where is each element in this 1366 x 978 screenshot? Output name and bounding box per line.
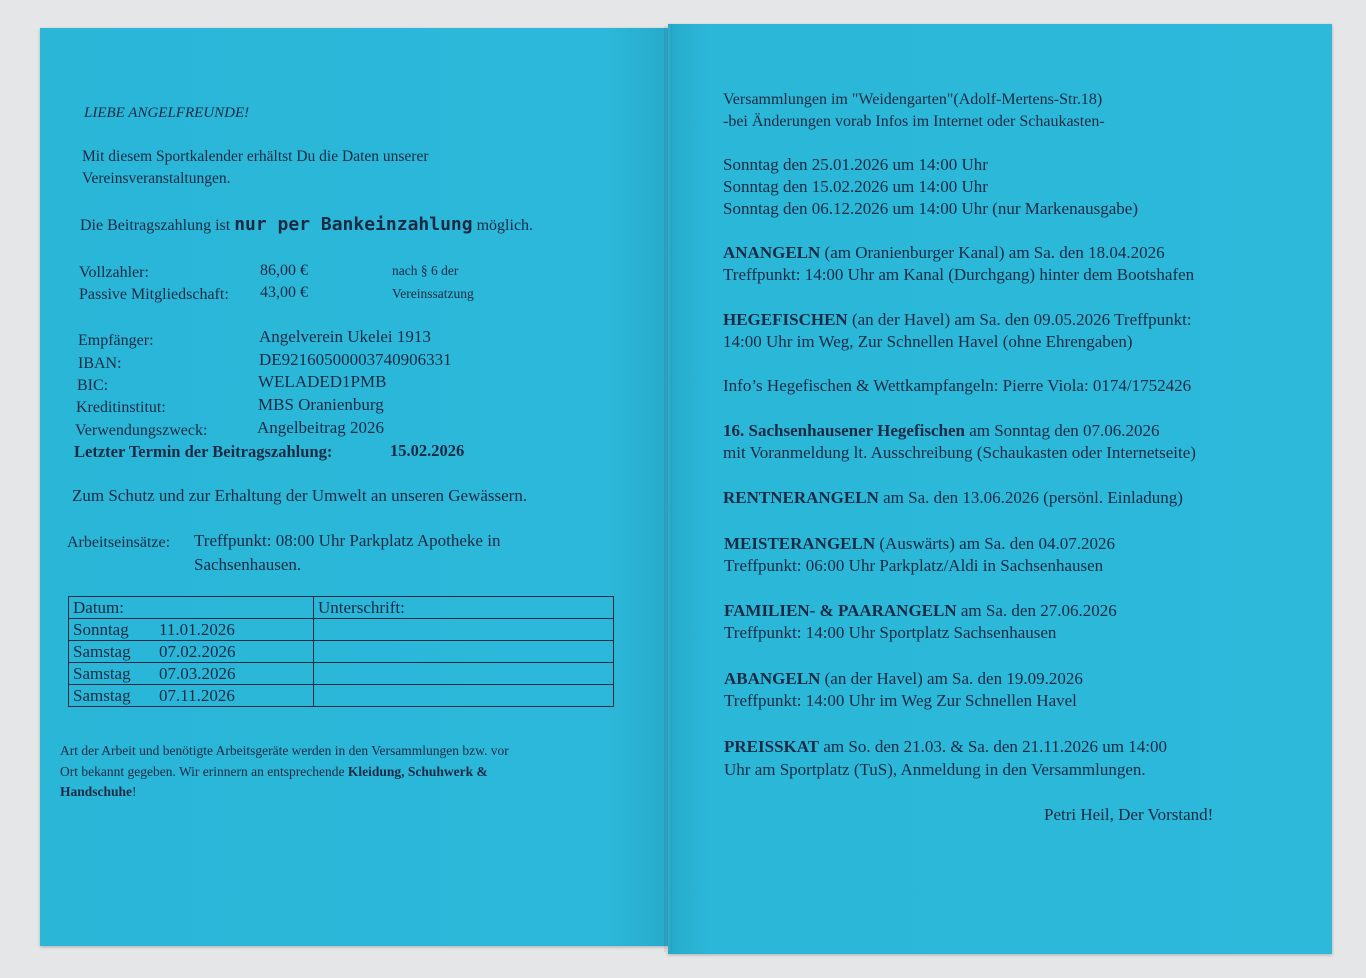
bank-label-iban: IBAN: <box>78 355 122 372</box>
fee-label-full: Vollzahler: <box>79 264 149 281</box>
event-meisterangeln-line-1 <box>724 533 1115 555</box>
deadline-value: 15.02.2026 <box>390 441 465 460</box>
bank-label-recipient: Empfänger: <box>78 332 154 349</box>
date-cell <box>69 619 314 641</box>
table-row <box>69 685 614 707</box>
bank-label-purpose: Verwendungszweck: <box>75 422 208 439</box>
meetings-head-2: -bei Änderungen vorab Infos im Internet oder Schaukasten- <box>723 113 1105 130</box>
row-day: Sonntag <box>73 620 129 639</box>
footnote-line-2 <box>60 763 488 781</box>
payment-sentence <box>80 214 533 237</box>
date-cell <box>69 663 314 685</box>
footnote-bold-2: Handschuhe <box>60 784 133 799</box>
bank-value-bic: WELADED1PMB <box>258 372 387 391</box>
row-date: 11.01.2026 <box>159 620 235 639</box>
row-date: 07.11.2026 <box>159 686 235 705</box>
bank-label-institute: Kreditinstitut: <box>76 399 166 416</box>
bank-value-purpose: Angelbeitrag 2026 <box>257 418 384 437</box>
event-familien-line-2: Treffpunkt: 14:00 Uhr Sportplatz Sachsenhausen <box>724 623 1057 642</box>
event-title: RENTNERANGELN <box>723 488 879 507</box>
work-line-2: Sachsenhausen. <box>194 555 302 574</box>
table-header-row <box>69 597 614 619</box>
table-row <box>69 619 614 641</box>
event-anangeln-line-1 <box>723 242 1165 264</box>
payment-suffix: möglich. <box>472 217 534 234</box>
fee-label-passive: Passive Mitgliedschaft: <box>79 286 229 303</box>
meeting-3: Sonntag den 06.12.2026 um 14:00 Uhr (nur Markenausgabe) <box>723 199 1139 218</box>
signature-cell <box>314 663 614 685</box>
payment-emphasis: nur per Bankeinzahlung <box>234 214 473 235</box>
event-text: am Sa. den 13.06.2026 (persönl. Einladung) <box>878 488 1183 507</box>
closing-signoff: Petri Heil, Der Vorstand! <box>1044 805 1214 824</box>
event-title: PREISSKAT <box>724 737 820 756</box>
header-date: Datum: <box>69 597 314 619</box>
event-hegefischen-line-1 <box>723 309 1192 331</box>
meetings-head-1: Versammlungen im "Weidengarten"(Adolf-Mertens-Str.18) <box>723 91 1103 108</box>
signature-cell <box>314 685 614 707</box>
event-title: FAMILIEN- & PAARANGELN <box>724 601 957 620</box>
work-line-1: Treffpunkt: 08:00 Uhr Parkplatz Apotheke in <box>194 531 501 550</box>
event-preisskat-line-2: Uhr am Sportplatz (TuS), Anmeldung in den Versammlungen. <box>724 760 1146 779</box>
fee-value-passive: 43,00 € <box>260 284 308 301</box>
meeting-1: Sonntag den 25.01.2026 um 14:00 Uhr <box>723 155 988 174</box>
event-anangeln-line-2: Treffpunkt: 14:00 Uhr am Kanal (Durchgang) hinter dem Bootshafen <box>723 265 1195 284</box>
footnote-prefix: Ort bekannt gegeben. Wir erinnern an entsprechende <box>60 764 348 779</box>
event-text: (an der Havel) am Sa. den 19.09.2026 <box>820 669 1083 688</box>
page-fold <box>664 26 672 952</box>
fee-note-2: Vereinssatzung <box>392 286 474 301</box>
work-dates-table <box>68 596 614 707</box>
event-title: ANANGELN <box>723 243 821 262</box>
meeting-2: Sonntag den 15.02.2026 um 14:00 Uhr <box>723 177 988 196</box>
signature-cell <box>314 619 614 641</box>
bank-value-iban: DE92160500003740906331 <box>259 350 452 369</box>
intro-line-1: Mit diesem Sportkalender erhältst Du die Daten unserer <box>82 148 429 165</box>
event-preisskat-line-1 <box>724 736 1167 758</box>
info-hegefischen: Info’s Hegefischen & Wettkampfangeln: Pierre Viola: 0174/1752426 <box>723 376 1192 395</box>
event-title: ABANGELN <box>724 669 821 688</box>
event-abangeln-line-1 <box>724 668 1083 690</box>
event-text: am So. den 21.03. & Sa. den 21.11.2026 um 14:00 <box>819 737 1167 756</box>
row-date: 07.02.2026 <box>159 642 236 661</box>
intro-line-2: Vereinsveranstaltungen. <box>82 170 231 187</box>
signature-cell <box>314 641 614 663</box>
work-label: Arbeitseinsätze: <box>67 534 171 551</box>
date-cell <box>69 641 314 663</box>
row-day: Samstag <box>73 664 131 683</box>
footnote-line-1: Art der Arbeit und benötigte Arbeitsgeräte werden in den Versammlungen bzw. vor <box>60 743 509 758</box>
protection-text: Zum Schutz und zur Erhaltung der Umwelt an unseren Gewässern. <box>72 486 528 505</box>
event-abangeln-line-2: Treffpunkt: 14:00 Uhr im Weg Zur Schnellen Havel <box>724 691 1077 710</box>
event-familien-line-1 <box>724 600 1117 622</box>
footnote-bold-1: Kleidung, Schuhwerk & <box>347 764 488 779</box>
fee-note-1: nach § 6 der <box>392 263 459 278</box>
date-cell <box>69 685 314 707</box>
event-text: (Auswärts) am Sa. den 04.07.2026 <box>875 534 1115 553</box>
event-hegefischen-line-2: 14:00 Uhr im Weg, Zur Schnellen Havel (ohne Ehrengaben) <box>723 332 1133 351</box>
table-row <box>69 663 614 685</box>
bank-label-bic: BIC: <box>77 377 109 394</box>
event-meisterangeln-line-2: Treffpunkt: 06:00 Uhr Parkplatz/Aldi in Sachsenhausen <box>724 556 1104 575</box>
deadline-label: Letzter Termin der Beitragszahlung: <box>74 442 333 461</box>
bank-value-recipient: Angelverein Ukelei 1913 <box>259 327 431 346</box>
event-text: am Sonntag den 07.06.2026 <box>964 421 1160 440</box>
row-day: Samstag <box>73 686 131 705</box>
bank-value-institute: MBS Oranienburg <box>258 395 384 414</box>
event-text: (an der Havel) am Sa. den 09.05.2026 Treffpunkt: <box>847 310 1192 329</box>
event-rentnerangeln <box>723 487 1183 509</box>
payment-prefix: Die Beitragszahlung ist <box>80 217 235 234</box>
event-text: (am Oranienburger Kanal) am Sa. den 18.04.2026 <box>820 243 1165 262</box>
row-date: 07.03.2026 <box>159 664 236 683</box>
event-sachsenhausener-line-1 <box>723 420 1160 442</box>
event-sachsenhausener-line-2: mit Voranmeldung lt. Ausschreibung (Schaukasten oder Internetseite) <box>723 443 1196 462</box>
table-row <box>69 641 614 663</box>
header-signature: Unterschrift: <box>314 597 614 619</box>
event-title: HEGEFISCHEN <box>723 310 848 329</box>
event-text: am Sa. den 27.06.2026 <box>956 601 1117 620</box>
row-day: Samstag <box>73 642 131 661</box>
fee-value-full: 86,00 € <box>260 262 308 279</box>
event-title: 16. Sachsenhausener Hegefischen <box>723 421 965 440</box>
greeting: LIEBE ANGELFREUNDE! <box>84 105 250 121</box>
footnote-line-3 <box>60 783 137 801</box>
footnote-suffix: ! <box>132 784 137 799</box>
event-title: MEISTERANGELN <box>724 534 876 553</box>
